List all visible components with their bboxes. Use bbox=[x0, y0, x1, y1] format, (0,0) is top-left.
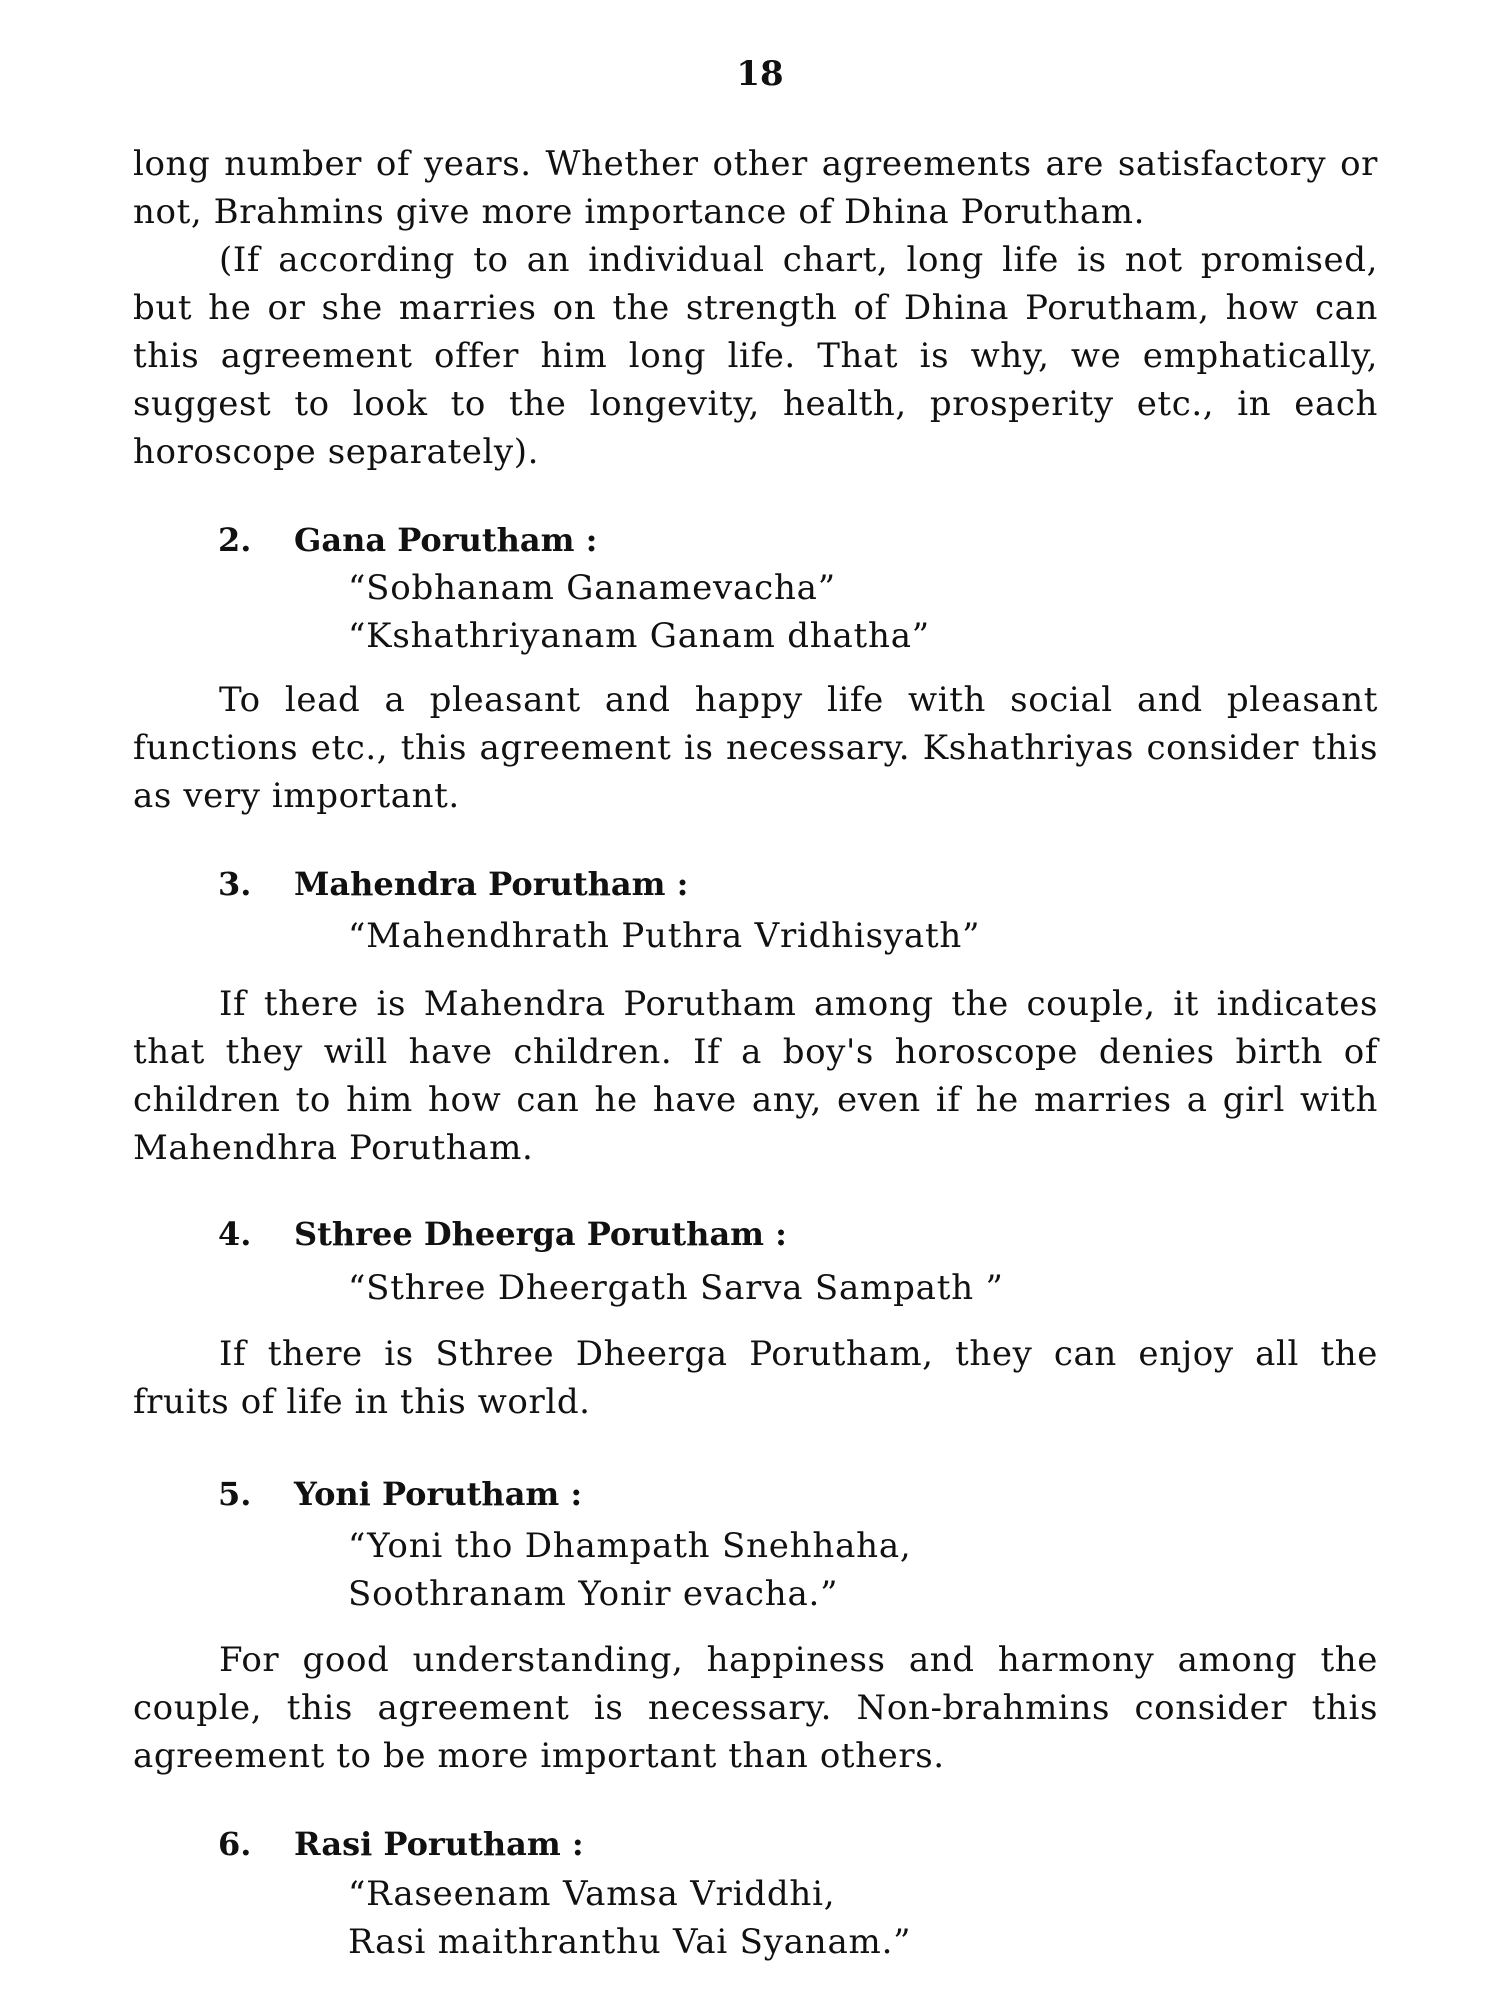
section-number: 4. bbox=[218, 1215, 252, 1253]
section-heading-yoni bbox=[218, 1470, 582, 1518]
section-heading-rasi bbox=[218, 1820, 584, 1868]
section-title: Mahendra Porutham : bbox=[294, 865, 689, 903]
quote-line: “Sthree Dheergath Sarva Sampath ” bbox=[348, 1268, 1004, 1308]
quote-line: Rasi maithranthu Vai Syanam.” bbox=[348, 1922, 912, 1962]
section-number: 6. bbox=[218, 1825, 252, 1863]
section-number: 5. bbox=[218, 1475, 252, 1513]
paragraph-note: (If according to an individual chart, long life is not promised, but he or she marries on the strength of Dhina Porutham, how can this agreement offer him long life. That is why, we emphatically, suggest to look to the longevity, health, prosperity etc., in each horoscope separately). bbox=[133, 240, 1378, 472]
paragraph-continuation: long number of years. Whether other agreements are satisfactory or not, Brahmins give more importance of Dhina Porutham. bbox=[133, 144, 1378, 232]
section-heading-mahendra bbox=[218, 860, 688, 908]
quote-line: “Sobhanam Ganamevacha” bbox=[348, 568, 836, 608]
section-text-gana: To lead a pleasant and happy life with social and pleasant functions etc., this agreement is necessary. Kshathriyas consider this as very important. bbox=[133, 680, 1378, 816]
page-number: 18 bbox=[736, 54, 784, 94]
section-text-yoni: For good understanding, happiness and harmony among the couple, this agreement is necessary. Non-brahmins consider this agreement to be more important than others. bbox=[133, 1640, 1378, 1776]
quote-line: “Raseenam Vamsa Vriddhi, bbox=[348, 1874, 836, 1914]
section-text-mahendra: If there is Mahendra Porutham among the couple, it indicates that they will have children. If a boy's horoscope denies birth of children to him how can he have any, even if he marries a girl with Mahendhra Porutham. bbox=[133, 984, 1378, 1168]
section-title: Rasi Porutham : bbox=[294, 1825, 584, 1863]
quote-line: “Mahendhrath Puthra Vridhisyath” bbox=[348, 916, 981, 956]
section-title: Sthree Dheerga Porutham : bbox=[294, 1215, 787, 1253]
section-number: 2. bbox=[218, 521, 252, 559]
quote-line: Soothranam Yonir evacha.” bbox=[348, 1574, 839, 1614]
section-heading-gana bbox=[218, 516, 597, 564]
section-text-sthree-dheerga: If there is Sthree Dheerga Porutham, they can enjoy all the fruits of life in this world. bbox=[133, 1334, 1378, 1422]
section-title: Yoni Porutham : bbox=[294, 1475, 583, 1513]
quote-line: “Yoni tho Dhampath Snehhaha, bbox=[348, 1526, 912, 1566]
section-number: 3. bbox=[218, 865, 252, 903]
section-heading-sthree-dheerga bbox=[218, 1210, 787, 1258]
section-title: Gana Porutham : bbox=[294, 521, 598, 559]
quote-line: “Kshathriyanam Ganam dhatha” bbox=[348, 616, 930, 656]
